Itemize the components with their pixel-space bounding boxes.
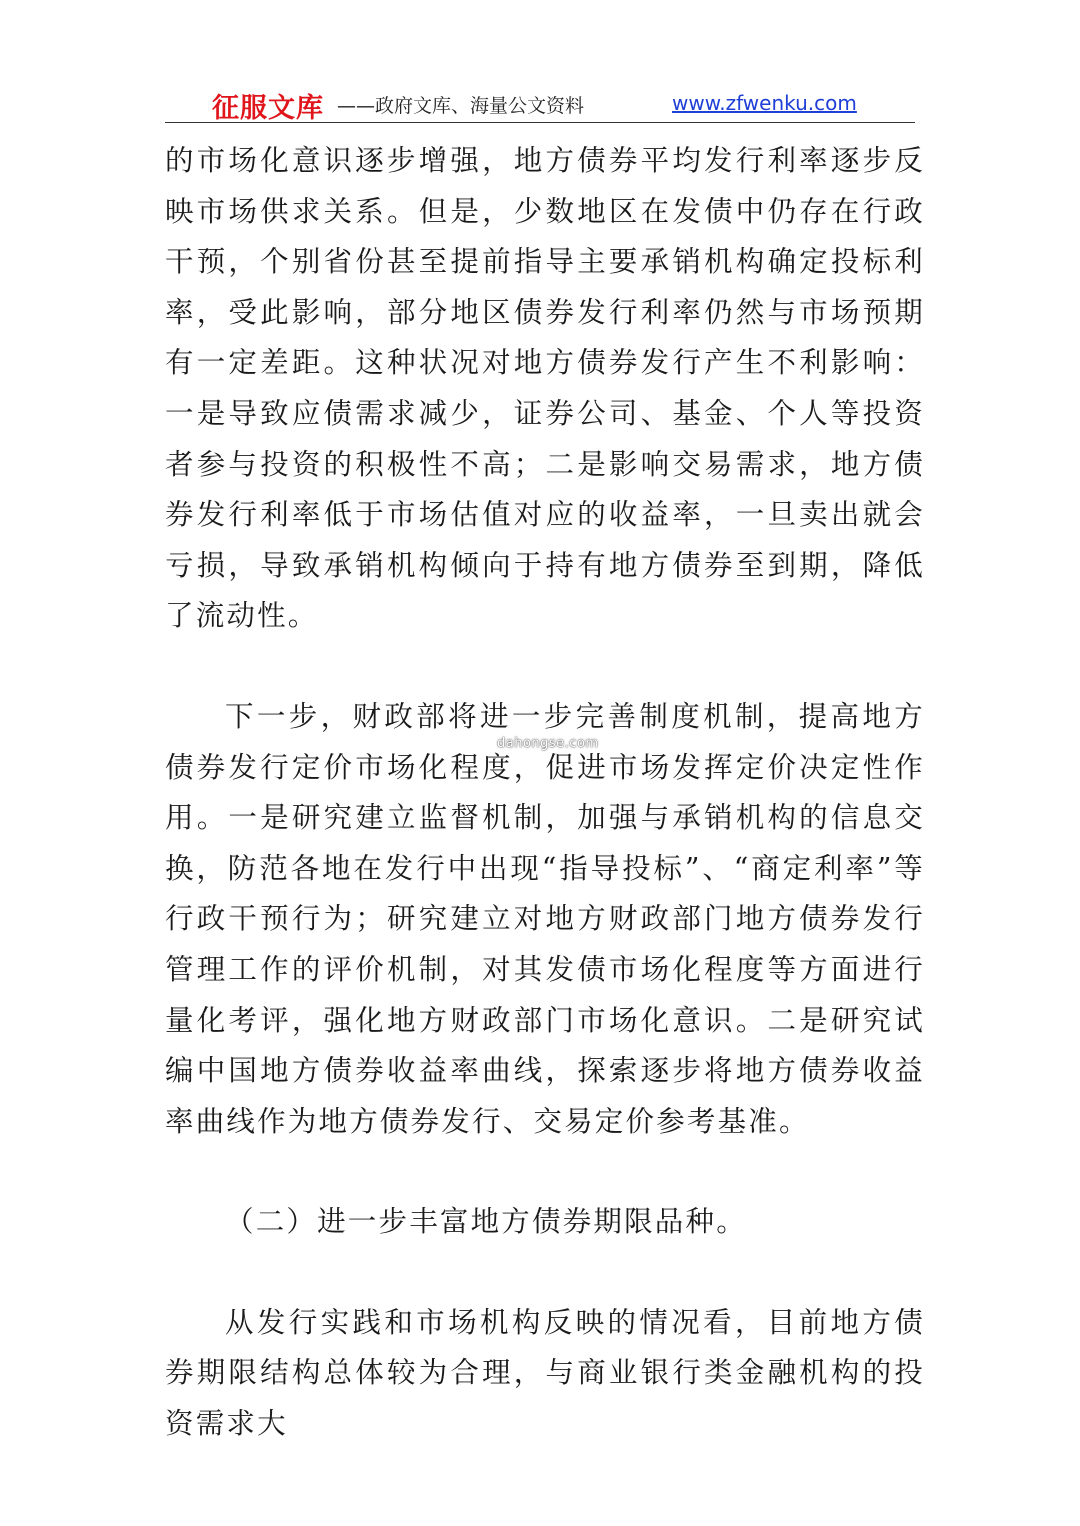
paragraph-next-steps: 下一步，财政部将进一步完善制度机制，提高地方债券发行定价市场化程度，促进市场发挥定价决定性作用。一是研究建立监督机制，加强与承销机构的信息交换，防范各地在发行中出现“指导投标”、“商定利率”等行政干预行为；研究建立对地方财政部门地方债券发行管理工作的评价机制，对其发债市场化程度等方面进行量化考评，强化地方财政部门市场化意识。二是研究试编中国地方债券收益率曲线，探索逐步将地方债券收益率曲线作为地方债券发行、交易定价参考基准。 [165,699,925,1138]
page-header [165,84,915,124]
paragraph-maturity: 从发行实践和市场机构反映的情况看，目前地方债券期限结构总体较为合理，与商业银行类金融机构的投资需求大 [165,1305,925,1441]
section-heading: （二）进一步丰富地方债券期限品种。 [225,1205,747,1239]
header-divider [165,122,915,123]
document-body [165,136,925,1450]
site-url-link[interactable]: www.zfwenku.com [672,91,857,115]
header-tagline: ——政府文库、海量公文资料 [337,95,585,117]
brand-logo-text: 征服文库 [212,93,324,124]
watermark-text: dahongse.com [497,736,599,751]
paragraph-continued: 的市场化意识逐步增强，地方债券平均发行利率逐步反映市场供求关系。但是，少数地区在发债中仍存在行政干预，个别省份甚至提前指导主要承销机构确定投标利率，受此影响，部分地区债券发行利率仍然与市场预期有一定差距。这种状况对地方债券发行产生不利影响：一是导致应债需求减少，证券公司、基金、个人等投资者参与投资的积极性不高；二是影响交易需求，地方债券发行利率低于市场估值对应的收益率，一旦卖出就会亏损，导致承销机构倾向于持有地方债券至到期，降低了流动性。 [165,144,925,633]
